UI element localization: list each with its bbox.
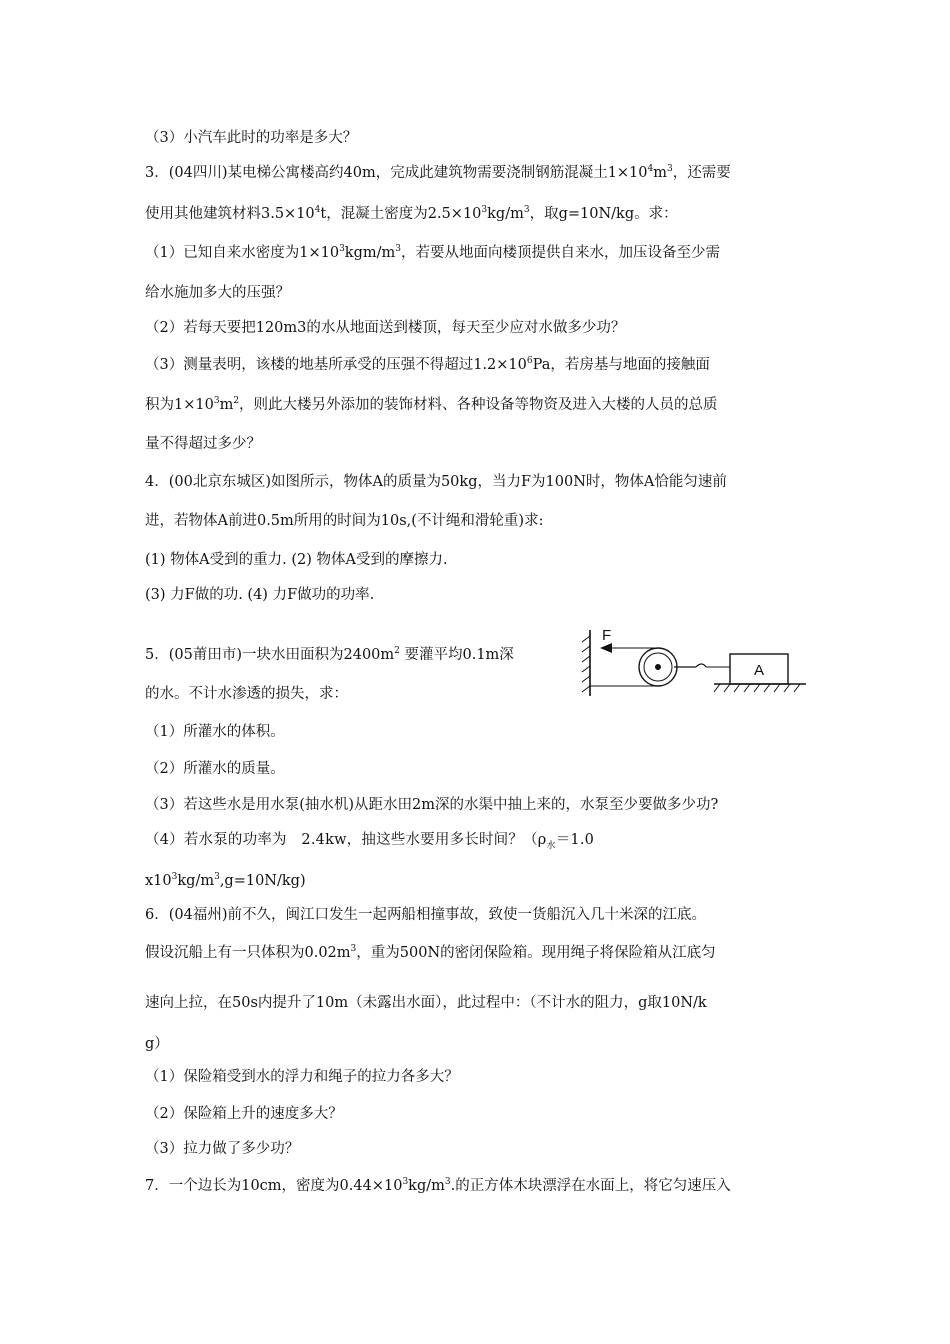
superscript: 3 [171,872,178,883]
superscript: 3 [523,205,530,216]
text-line [145,434,261,454]
text: m [653,165,667,181]
text-line [145,943,716,963]
text: （3）小汽车此时的功率是多大？ [145,130,358,146]
text-line [145,905,706,925]
text: （3）测量表明，该楼的地基所承受的压强不得超过1.2×10 [145,357,527,373]
text: Pa，若房基与地面的接触面 [532,357,710,373]
text: 6．(04福州)前不久，闽江口发生一起两船相撞事故，致使一货船沉入几十米深的江底。 [145,907,706,923]
text-line [145,472,727,492]
text: 积为1×10 [145,397,214,413]
text: （3）拉力做了多少功？ [145,1141,300,1157]
text: 4．(00北京东城区)如图所示，物体A的质量为50kg，当力F为100N时，物体A恰能匀速前 [145,474,727,490]
superscript: 3 [481,205,488,216]
superscript: 3 [350,944,357,955]
text: kg/m [408,1178,445,1194]
force-arrow [600,643,612,653]
text-line [145,511,543,531]
text-line [145,795,718,815]
text-line [145,243,720,263]
text: （4）若水泵的功率为 2.4kw，抽这些水要用多长时间？（ρ [145,832,547,848]
text-line [145,1139,299,1159]
text-line [145,163,731,183]
text-line [145,585,374,605]
text: （1）所灌水的体积。 [145,724,285,740]
text: （1）保险箱受到水的浮力和绳子的拉力各多大？ [145,1069,459,1085]
text: （2）若每天要把120m3的水从地面送到楼顶，每天至少应对水做多少功？ [145,320,626,336]
text-line [145,395,718,415]
superscript: 4 [314,205,321,216]
text-line [145,283,290,303]
text-line [145,1176,731,1196]
superscript: 4 [647,164,654,175]
superscript: 3 [213,396,220,407]
text: 假设沉船上有一只体积为0.02m [145,945,351,961]
text-line [145,318,625,338]
text-line [145,355,710,375]
text: 速向上拉，在50s内提升了10m（未露出水面），此过程中：（不计水的阻力，g取10N/k [145,995,707,1011]
text: (1) 物体A受到的重力. (2) 物体A受到的摩擦力. [145,552,448,568]
text: 的水。不计水渗透的损失，求： [145,686,348,702]
superscript: 3 [339,244,345,255]
wall [582,630,590,696]
text-line [145,204,678,224]
text-line [145,722,285,742]
superscript: 6 [526,356,533,367]
text: ，则此大楼另外添加的装饰材料、各种设备等物资及进入大楼的人员的总质 [239,397,718,413]
text: ，取g=10N/kg。求： [529,206,678,222]
text-line [145,871,306,891]
text: g） [145,1036,169,1052]
text: ，若要从地面向楼顶提供自来水，加压设备至少需 [400,245,720,261]
text: （3）若这些水是用水泵(抽水机)从距水田2m深的水渠中抽上来的，水泵至少要做多少功? [145,797,719,813]
block-label: A [754,662,765,679]
text: ，重为500N的密闭保险箱。现用绳子将保险箱从江底匀 [356,945,716,961]
text-line [145,550,448,570]
text: ,g=10N/kg) [219,873,306,889]
text: .的正方体木块漂浮在水面上，将它匀速压入 [450,1178,731,1194]
text: (3) 力F做的功. (4) 力F做功的功率. [145,587,375,603]
text-line [145,1104,343,1124]
text-line [145,993,707,1013]
text: 5．(05莆田市)一块水田面积为2400m [145,647,395,663]
text: ＝1.0 [555,832,595,848]
text: kgm/m [344,245,396,261]
superscript: 2 [233,396,240,407]
text: （1）已知自来水密度为1×10 [145,245,340,261]
text: ，还需要 [672,165,731,181]
pulley-diagram [578,626,808,702]
superscript: 2 [394,646,400,657]
superscript: 3 [444,1177,451,1188]
subscript: 水 [546,840,556,851]
text-line [145,684,348,704]
text: m [219,397,234,413]
superscript: 3 [402,1177,409,1188]
text-line [145,1034,169,1054]
text: x10 [145,873,172,889]
text-line [145,1067,459,1087]
text: （2）所灌水的质量。 [145,761,285,777]
ground [714,684,806,692]
text: 7．一个边长为10cm，密度为0.44×10 [145,1178,403,1194]
superscript: 3 [667,164,673,175]
superscript: 3 [214,872,220,883]
text: kg/m [177,873,215,889]
text: 给水施加多大的压强？ [145,285,290,301]
text-line [145,645,514,665]
force-label: F [602,627,612,644]
text: kg/m [487,206,524,222]
superscript: 3 [395,244,401,255]
text-line [145,759,285,779]
text: 要灌平均0.1m深 [399,647,514,663]
pulley [639,648,706,686]
text: 使用其他建筑材料3.5×10 [145,206,315,222]
text-line [145,128,357,148]
text: （2）保险箱上升的速度多大？ [145,1106,343,1122]
text: t，混凝土密度为2.5×10 [320,206,482,222]
text: 量不得超过多少？ [145,436,261,452]
text: 进，若物体A前进0.5m所用的时间为10s,(不计绳和滑轮重)求: [145,513,544,529]
text: 3．(04四川)某电梯公寓楼高约40m，完成此建筑物需要浇制钢筋混凝土1×10 [145,165,648,181]
text-line [145,830,594,850]
